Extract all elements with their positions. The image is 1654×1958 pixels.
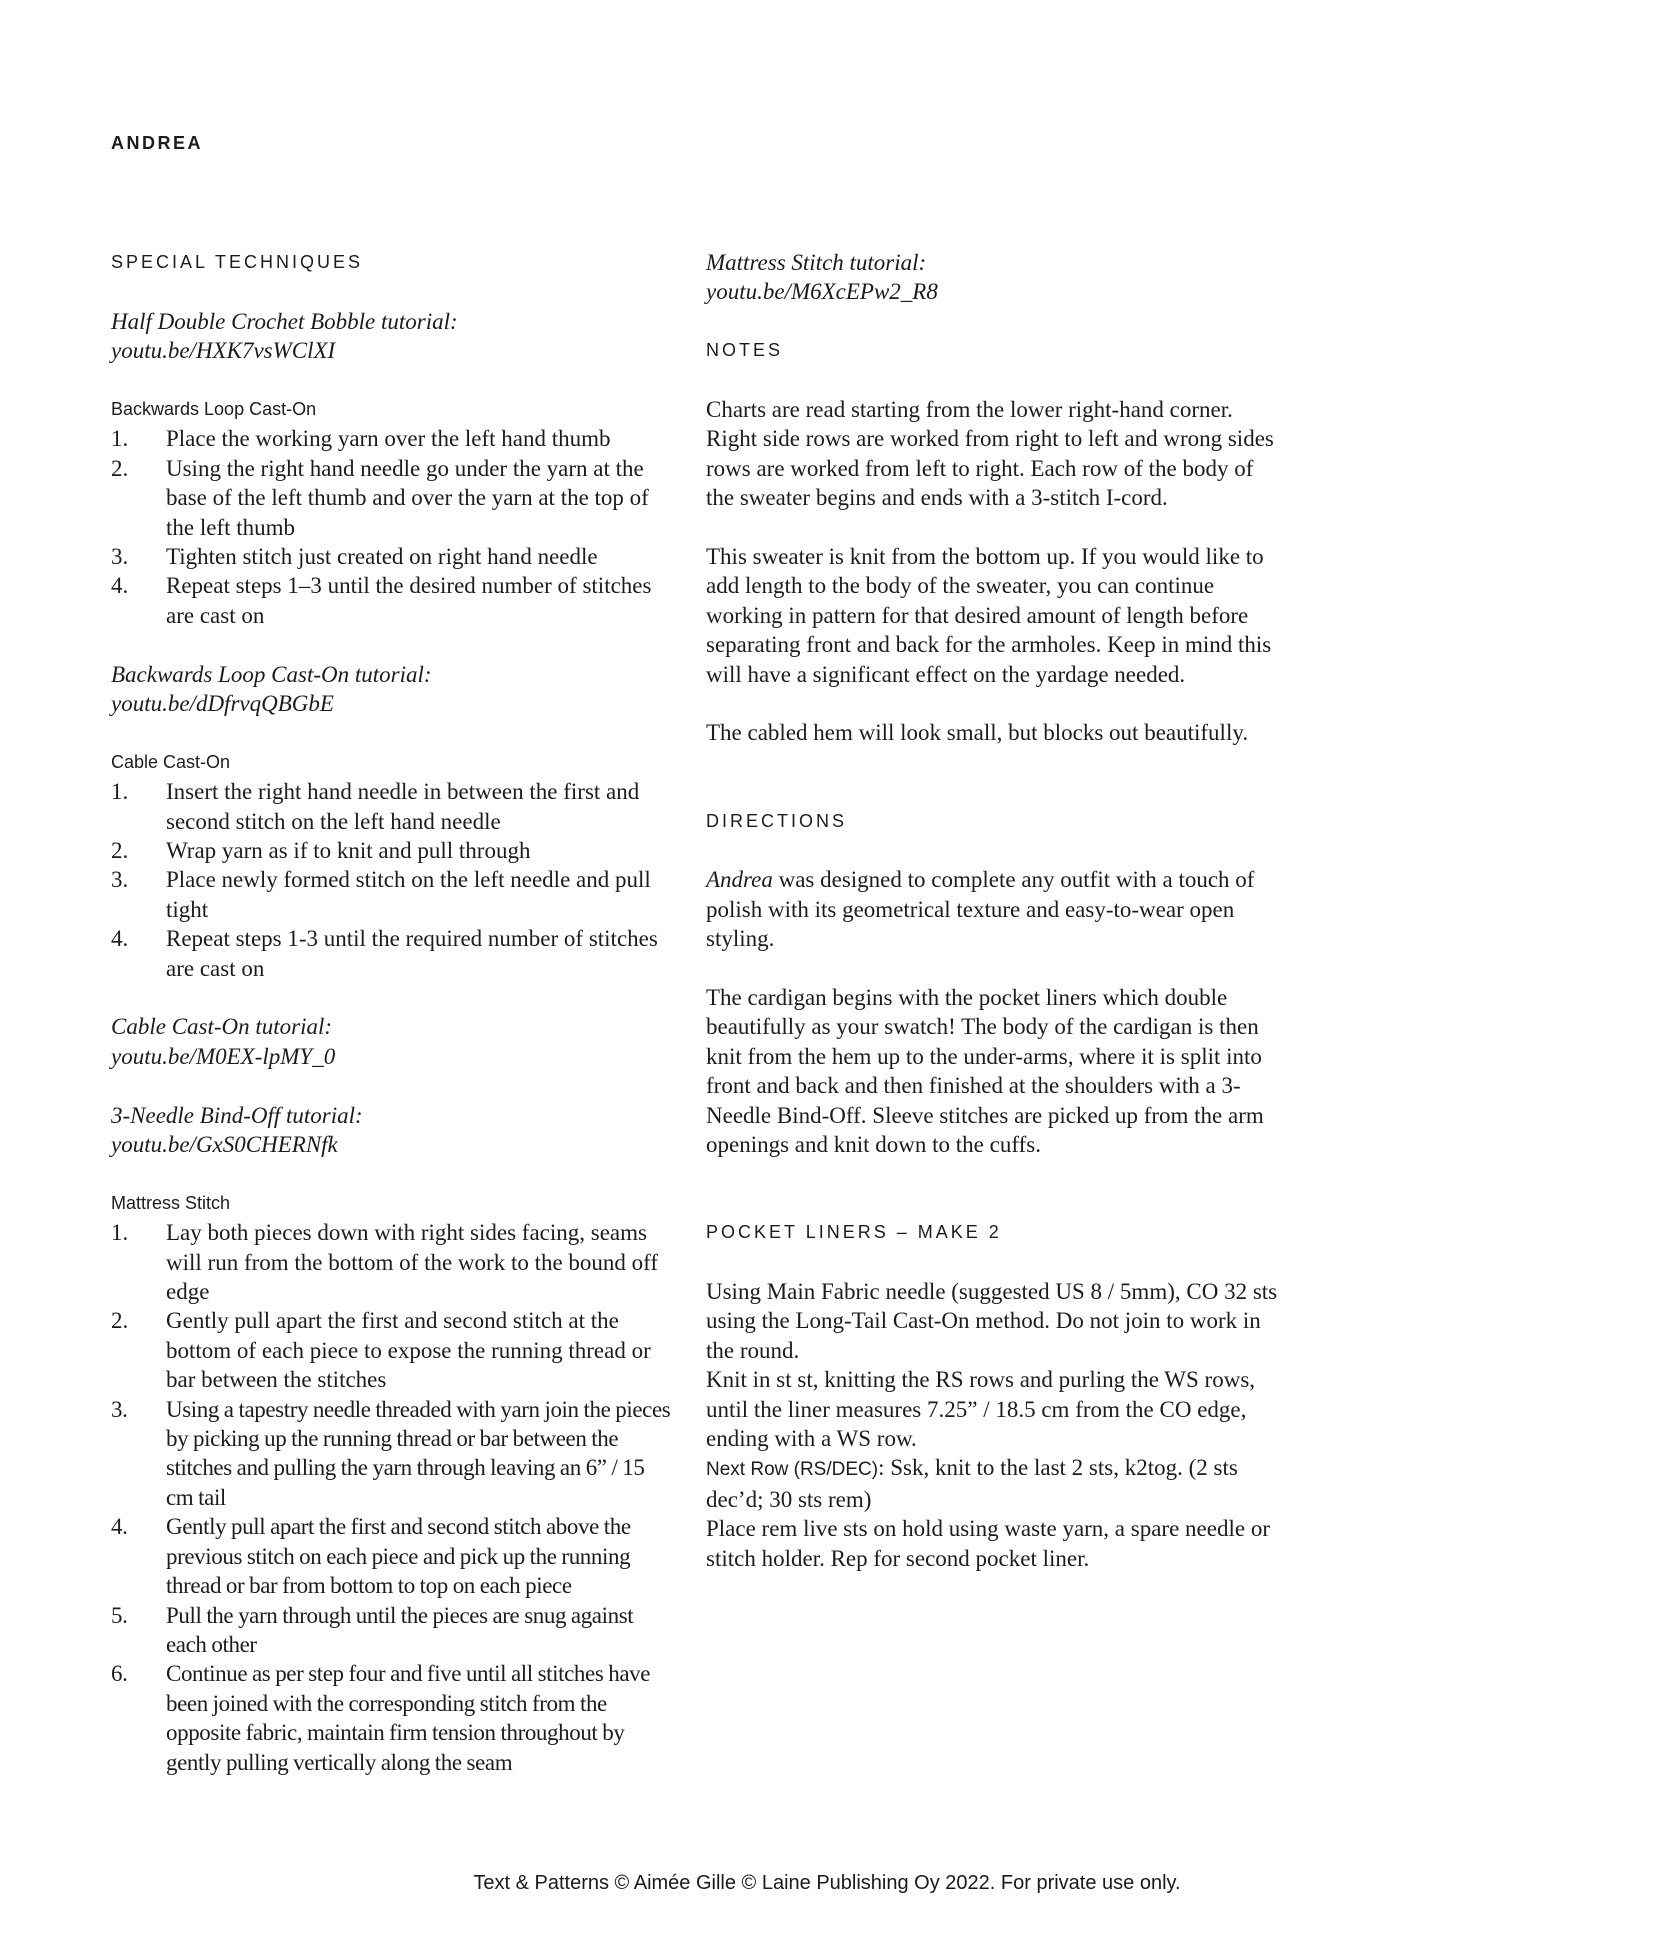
pocket-liners-paragraph: Knit in st st, knitting the RS rows and purling the WS rows, until the liner measures 7.25” / 18.5 cm from the CO edge, ending with a WS row.	[706, 1367, 1256, 1452]
next-row-label: Next Row (RS/DEC)	[706, 1459, 879, 1481]
list-item: 4. Gently pull apart the first and second stitch above the previous stitch on each piece and pick up the running thread or bar from bottom to top on each piece	[111, 1514, 631, 1599]
mattress-stitch-tutorial-link[interactable]: youtu.be/M6XcEPw2_R8	[706, 279, 938, 305]
list-item: 1. Insert the right hand needle in between the first and second stitch on the left hand needle	[111, 779, 640, 834]
three-needle-bind-off-tutorial-link[interactable]: youtu.be/GxS0CHERNfk	[111, 1132, 338, 1158]
special-techniques-heading: SPECIAL TECHNIQUES	[111, 252, 364, 272]
list-item: 4. Repeat steps 1-3 until the required number of stitches are cast on	[111, 926, 658, 981]
backwards-loop-tutorial-link[interactable]: youtu.be/dDfrvqQBGbE	[111, 691, 334, 717]
backwards-loop-tutorial-label: Backwards Loop Cast-On tutorial:	[111, 661, 432, 687]
list-item: 3. Place newly formed stitch on the left needle and pull tight	[111, 867, 651, 922]
list-item: 6. Continue as per step four and five until all stitches have been joined with the corresponding stitch from the opposite fabric, maintain firm tension throughout by gently pulling vertically along the seam	[111, 1661, 651, 1775]
list-item: 3. Tighten stitch just created on right hand needle	[111, 544, 598, 569]
document-header: ANDREA	[111, 133, 204, 153]
list-item: 1. Lay both pieces down with right sides facing, seams will run from the bottom of the work to the bound off edge	[111, 1220, 659, 1305]
pocket-liners-heading: POCKET LINERS – MAKE 2	[706, 1222, 1002, 1243]
directions-heading: DIRECTIONS	[706, 810, 848, 831]
notes-paragraph: The cabled hem will look small, but blocks out beautifully.	[706, 720, 1249, 746]
pocket-liners-paragraph: Using Main Fabric needle (suggested US 8 / 5mm), CO 32 sts using the Long-Tail Cast-On method. Do not join to work in the round.	[706, 1279, 1278, 1363]
directions-paragraph: The cardigan begins with the pocket liners which double beautifully as your swatch! The body of the cardigan is then knit from the hem up to the under-arms, where it is split into front and back and then finished at the shoulders with a 3-Needle Bind-Off. Sleeve stitches are picked up from the arm openings and knit down to the cuffs.	[706, 985, 1264, 1158]
directions-intro: Andrea was designed to complete any outfit with a touch of polish with its geometrical texture and easy-to-wear open styling.	[706, 867, 1255, 952]
notes-paragraph: Charts are read starting from the lower right-hand corner. Right side rows are worked from right to left and wrong sides rows are worked from left to right. Each row of the body of the sweater begins and ends with a 3-stitch I-cord.	[706, 396, 1274, 511]
next-row-instruction: Next Row (RS/DEC): Ssk, knit to the last 2 sts, k2tog. (2 sts dec’d; 30 sts rem)	[706, 1455, 1238, 1512]
list-item: 2. Wrap yarn as if to knit and pull through	[111, 838, 531, 864]
right-column	[706, 248, 1286, 1573]
mattress-stitch-steps	[111, 1218, 671, 1777]
three-needle-bind-off-tutorial-label: 3-Needle Bind-Off tutorial:	[111, 1102, 363, 1128]
cable-cast-on-tutorial-link[interactable]: youtu.be/M0EX-lpMY_0	[111, 1043, 336, 1069]
backwards-loop-title: Backwards Loop Cast-On	[111, 398, 317, 419]
list-item: 3. Using a tapestry needle threaded with yarn join the pieces by picking up the running thread or bar between the stitches and pulling the yarn through leaving an 6” / 15 cm tail	[111, 1396, 671, 1510]
backwards-loop-steps	[111, 424, 671, 630]
mattress-stitch-title: Mattress Stitch	[111, 1192, 231, 1213]
list-item: 2. Gently pull apart the first and second stitch at the bottom of each piece to expose the running thread or bar between the stitches	[111, 1308, 651, 1393]
hdc-bobble-tutorial-link[interactable]: youtu.be/HXK7vsWClXI	[111, 338, 336, 364]
pocket-liners-paragraph: Place rem live sts on hold using waste yarn, a spare needle or stitch holder. Rep for second pocket liner.	[706, 1516, 1270, 1571]
list-item: 5. Pull the yarn through until the pieces are snug against each other	[111, 1602, 634, 1657]
notes-paragraph: This sweater is knit from the bottom up. If you would like to add length to the body of the sweater, you can continue working in pattern for that desired amount of length before separating front and back for the armholes. Keep in mind this will have a significant effect on the yardage needed.	[706, 544, 1272, 687]
mattress-stitch-tutorial-label: Mattress Stitch tutorial:	[706, 250, 927, 275]
cable-cast-on-tutorial-label: Cable Cast-On tutorial:	[111, 1014, 333, 1040]
list-item: 1. Place the working yarn over the left hand thumb	[111, 426, 611, 452]
cable-cast-on-title: Cable Cast-On	[111, 751, 231, 772]
cable-cast-on-steps	[111, 777, 671, 983]
design-name: Andrea	[706, 867, 773, 893]
copyright-footer: Text & Patterns © Aimée Gille © Laine Publishing Oy 2022. For private use only.	[473, 1872, 1181, 1894]
list-item: 2. Using the right hand needle go under the yarn at the base of the left thumb and over the yarn at the top of the left thumb	[111, 455, 649, 540]
notes-heading: NOTES	[706, 340, 784, 361]
left-column	[111, 248, 671, 1777]
hdc-bobble-tutorial-label: Half Double Crochet Bobble tutorial:	[111, 308, 458, 334]
list-item: 4. Repeat steps 1–3 until the desired number of stitches are cast on	[111, 573, 652, 628]
